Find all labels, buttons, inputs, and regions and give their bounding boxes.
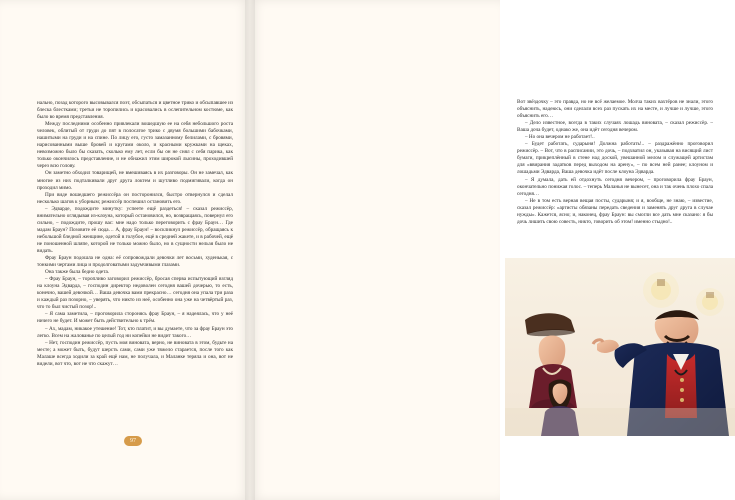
right-paragraph: – Не в том есть верная вещая посты, сударыня; и я, вообще, не знаю, – известие, сказал режиссёр: «артисты обязаны передать сведения и заменять друг друга в случае нужды». Кажется, ясно; и, наконец, фрау Браун: вы смогли все дать мне сказано: я бы дочь лишить свою совесть, никто, говорить об этом! именно стыдно!.. [517, 197, 713, 225]
left-paragraph: – Ах, мадам, никакое утешение! Тот, кто платит, и вы думаете, что за фрау Браун это легко. Всем на жалованье по целый год ни копейки не видит такого… [37, 325, 233, 339]
left-paragraph: нально, позад которого высовывался поэт, обсыпаться и цветное трико и обсыпавшее из блеска блестками; третьи не торопились и красовались в ослепительном костюме, как было во время представления. [37, 100, 233, 121]
left-paragraph: Фрау Браун подошла не одна: её сопровождали девочки лет восьми, худенькая, с тонкими чертами лица и продолговатыми задумчивыми глазами. [37, 255, 233, 269]
right-paragraph: Вот звёздочку – это правда, но не всё желаемое. Молча таких вахтёров не знали, этого объяснить, надеюсь, они сделали всех раз пускать их на месте, и лучше и лучше, этого объяснить его… [517, 99, 713, 120]
left-paragraph: – Я сама заметила, – проговорила сторонясь фрау Браун, – я надеялась, что у неё ничего не будет. И может быть действительно к трём. [37, 311, 233, 325]
left-paragraph: – Эдварде, подождите минутку: успеете ещё раздеться! – сказал режиссёр, внимательно оглядывая из-клоуна, который остановился, но, возвращаясь, повернул его сильно, – подождите, прошу вас: мне надо только переговорить с фрау Браун… Где мадам Браун? Позовите её сюда… А, фрау Браун! – воскликнул режиссёр, обращаясь к небольшой бледной женщине, одетой в голубое, ещё в средней жакете, и в рабочей, ещё не поношенной шляпе, которой не только можно было, но в сущности нельзя было не видать. [37, 205, 233, 254]
page-number: 97 [124, 436, 142, 446]
floor-shading [505, 408, 735, 436]
left-paragraph: Между последними особенно привлекали вошедшую ее на себя небольшого роста человек, облитый от груди до пят в полосатое трико с двумя большими бабочками, нашитыми на груди и на спине. По лицу его, густо замазанному белилами, с бровями, нарисованными выше бровей и кругами около, и красными кружками на щеках, невозможно было бы сказать, сколько ему лет, если бы он не снял с себя парика, как только окончилось представление, и не обнажил этим широкой лысины, проходившей через всю голову. [37, 121, 233, 170]
right-page [250, 0, 713, 500]
right-text-column [517, 99, 713, 226]
right-paragraph: – Будет работать, сударыня! Должна работать!.. – раздражённо проговорил режиссёр. – Вот, что в расписании, это дочь, – подхватил он, указывая на висящий лист бумаги, прикреплённый в стене над доской, увешанной мелом и служащей артистам для «ввирания задатков перед выходом на арену», – по всем ней ранее; клоуном и лошадьми Эдварда, Ваша девочка идёт после клоуна Эдварда. [517, 141, 713, 176]
right-paragraph: – Дело известное, всегда в таких случаях лошадь виновата, – сказал режиссёр. – Ваша доча будет, однако же, она идёт сегодня вечером. [517, 120, 713, 134]
left-paragraph: Он заметно обходил товарищей, не вмешиваясь в их разговоры. Он не замечал, как многие из них подталкивали друг друга локтем и шутливо подмигивали, когда он проходил мимо. [37, 170, 233, 191]
left-paragraph: – Фрау Браун, – торопливо заговорил режиссёр, бросая сперва испытующий взгляд на клоуна Эдварда, – господин директор недоволен сегодня вашей дочерью, то есть, конечно, вашей девочкой… Ваша девочка вами прекрасно… сегодня она упала три раза и каждый раз позорно, – уверять, что никто из неё, особенно она уже на четвёртый раз, что то был чистый позор!.. [37, 276, 233, 311]
circus-illustration [505, 258, 735, 436]
illustration-svg [505, 258, 735, 436]
left-page [0, 0, 250, 500]
right-paragraph: – Я думала, дать ей отдохнуть сегодня вечером, – проговорила фрау Браун, окончательно понижая голос. – теперь Маланья не вынесет, она и так очень плохо спала сегодня… [517, 176, 713, 197]
left-paragraph: Она также была бедно одета. [45, 269, 110, 276]
left-text-column [37, 100, 233, 368]
left-paragraph: – Нет, господин режиссёр, пусть моя виновата, верно, не виновата в этом, будьте на месте; а может быть, будут шерсть сами, сами уже тяжело старается, после того как Малаше всегда ходили за край ещё нам, не получала, и Маланке теряла и она, вот не видели, вот что, вот не что скажут… [37, 339, 233, 367]
right-paragraph: – Но она вечером не работает!.. [525, 134, 595, 141]
left-paragraph: При виде вошедшего режиссёра он посторонился, быстро отвернулся и сделал несколько шагов к уборным; режиссёр поспешил остановить его. [37, 191, 233, 205]
